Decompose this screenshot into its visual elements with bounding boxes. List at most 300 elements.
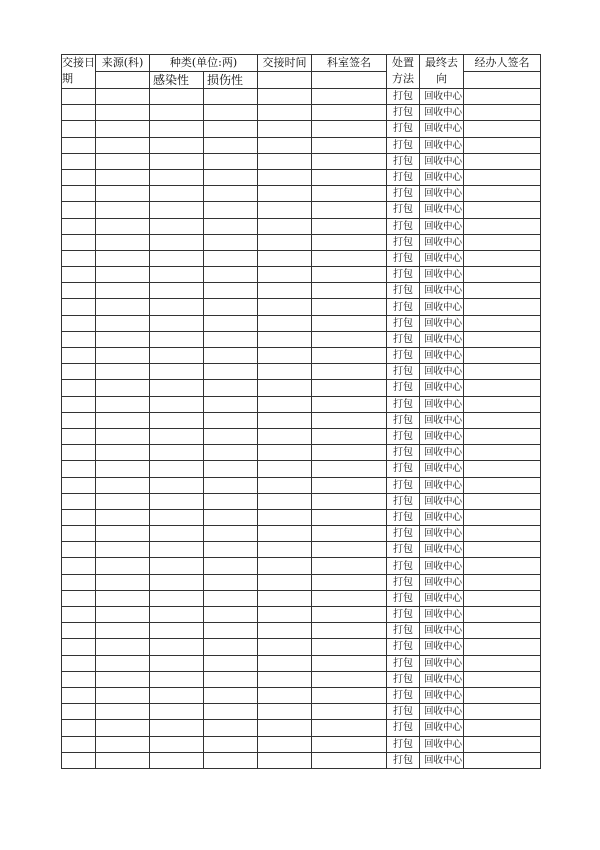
source-cell[interactable] (96, 655, 150, 671)
injurious-cell[interactable] (204, 736, 258, 752)
handler-signature-cell[interactable] (464, 299, 541, 315)
header-dept-signature: 科室签名 (312, 55, 387, 72)
handover-time-cell[interactable] (258, 396, 312, 412)
dept-signature-cell[interactable] (312, 590, 387, 606)
date-cell[interactable] (62, 121, 96, 137)
infectious-cell[interactable] (150, 574, 204, 590)
date-cell[interactable] (62, 542, 96, 558)
date-cell[interactable] (62, 590, 96, 606)
date-cell[interactable] (62, 639, 96, 655)
infectious-cell[interactable] (150, 283, 204, 299)
dept-signature-cell[interactable] (312, 267, 387, 283)
dept-signature-cell[interactable] (312, 493, 387, 509)
handover-time-cell[interactable] (258, 218, 312, 234)
injurious-cell[interactable] (204, 574, 258, 590)
handler-signature-cell[interactable] (464, 412, 541, 428)
dept-signature-cell[interactable] (312, 736, 387, 752)
handover-time-cell[interactable] (258, 428, 312, 444)
handler-signature-cell[interactable] (464, 89, 541, 105)
date-cell[interactable] (62, 153, 96, 169)
source-cell[interactable] (96, 509, 150, 525)
handler-signature-cell[interactable] (464, 250, 541, 266)
injurious-cell[interactable] (204, 380, 258, 396)
date-cell[interactable] (62, 234, 96, 250)
handover-time-cell[interactable] (258, 137, 312, 153)
injurious-cell[interactable] (204, 364, 258, 380)
source-cell[interactable] (96, 461, 150, 477)
infectious-cell[interactable] (150, 655, 204, 671)
source-cell[interactable] (96, 105, 150, 121)
handover-time-cell[interactable] (258, 202, 312, 218)
injurious-cell[interactable] (204, 331, 258, 347)
date-cell[interactable] (62, 186, 96, 202)
infectious-cell[interactable] (150, 639, 204, 655)
injurious-cell[interactable] (204, 639, 258, 655)
header-handler-signature: 经办人签名 (464, 55, 541, 72)
source-cell[interactable] (96, 558, 150, 574)
dept-signature-cell[interactable] (312, 234, 387, 250)
dept-signature-cell[interactable] (312, 169, 387, 185)
source-cell[interactable] (96, 364, 150, 380)
source-cell[interactable] (96, 493, 150, 509)
infectious-cell[interactable] (150, 364, 204, 380)
source-cell[interactable] (96, 752, 150, 768)
handler-signature-cell[interactable] (464, 121, 541, 137)
dept-signature-cell[interactable] (312, 639, 387, 655)
date-cell[interactable] (62, 704, 96, 720)
dept-signature-cell[interactable] (312, 380, 387, 396)
source-cell[interactable] (96, 574, 150, 590)
handler-signature-cell[interactable] (464, 348, 541, 364)
source-cell[interactable] (96, 526, 150, 542)
date-cell[interactable] (62, 720, 96, 736)
source-cell[interactable] (96, 720, 150, 736)
injurious-cell[interactable] (204, 655, 258, 671)
handler-signature-cell[interactable] (464, 639, 541, 655)
infectious-cell[interactable] (150, 331, 204, 347)
injurious-cell[interactable] (204, 687, 258, 703)
injurious-cell[interactable] (204, 186, 258, 202)
handler-signature-cell[interactable] (464, 396, 541, 412)
source-cell[interactable] (96, 542, 150, 558)
source-cell[interactable] (96, 202, 150, 218)
dept-signature-cell[interactable] (312, 720, 387, 736)
handover-time-cell[interactable] (258, 526, 312, 542)
handler-signature-cell[interactable] (464, 186, 541, 202)
date-cell[interactable] (62, 283, 96, 299)
source-cell[interactable] (96, 412, 150, 428)
infectious-cell[interactable] (150, 558, 204, 574)
handover-time-cell[interactable] (258, 752, 312, 768)
injurious-cell[interactable] (204, 121, 258, 137)
handover-time-cell[interactable] (258, 704, 312, 720)
source-cell[interactable] (96, 736, 150, 752)
injurious-cell[interactable] (204, 623, 258, 639)
handler-signature-cell[interactable] (464, 720, 541, 736)
handler-signature-cell[interactable] (464, 607, 541, 623)
infectious-cell[interactable] (150, 526, 204, 542)
handover-time-cell[interactable] (258, 445, 312, 461)
handover-time-cell[interactable] (258, 623, 312, 639)
injurious-cell[interactable] (204, 89, 258, 105)
infectious-cell[interactable] (150, 250, 204, 266)
infectious-cell[interactable] (150, 428, 204, 444)
disposal-method-cell: 打包 (387, 169, 420, 185)
date-cell[interactable] (62, 671, 96, 687)
infectious-cell[interactable] (150, 234, 204, 250)
handover-time-cell[interactable] (258, 461, 312, 477)
date-cell[interactable] (62, 477, 96, 493)
source-cell[interactable] (96, 234, 150, 250)
handover-time-cell[interactable] (258, 639, 312, 655)
handler-signature-cell[interactable] (464, 267, 541, 283)
dept-signature-cell[interactable] (312, 396, 387, 412)
handover-time-cell[interactable] (258, 574, 312, 590)
handover-time-cell[interactable] (258, 671, 312, 687)
handover-time-cell[interactable] (258, 736, 312, 752)
injurious-cell[interactable] (204, 445, 258, 461)
dept-signature-cell[interactable] (312, 331, 387, 347)
dept-signature-cell[interactable] (312, 121, 387, 137)
dept-signature-cell[interactable] (312, 752, 387, 768)
dept-signature-cell[interactable] (312, 89, 387, 105)
dept-signature-cell[interactable] (312, 186, 387, 202)
source-cell[interactable] (96, 445, 150, 461)
dept-signature-cell[interactable] (312, 558, 387, 574)
handler-signature-cell[interactable] (464, 752, 541, 768)
source-cell[interactable] (96, 704, 150, 720)
infectious-cell[interactable] (150, 445, 204, 461)
source-cell[interactable] (96, 121, 150, 137)
handover-time-cell[interactable] (258, 720, 312, 736)
date-cell[interactable] (62, 299, 96, 315)
dept-signature-cell[interactable] (312, 202, 387, 218)
dept-signature-cell[interactable] (312, 428, 387, 444)
handler-signature-cell[interactable] (464, 153, 541, 169)
handler-signature-cell[interactable] (464, 234, 541, 250)
handover-time-cell[interactable] (258, 153, 312, 169)
dept-signature-cell[interactable] (312, 704, 387, 720)
handler-signature-cell[interactable] (464, 105, 541, 121)
dept-signature-cell[interactable] (312, 445, 387, 461)
date-cell[interactable] (62, 169, 96, 185)
handover-time-cell[interactable] (258, 590, 312, 606)
injurious-cell[interactable] (204, 234, 258, 250)
date-cell[interactable] (62, 493, 96, 509)
injurious-cell[interactable] (204, 202, 258, 218)
date-cell[interactable] (62, 105, 96, 121)
dept-signature-cell[interactable] (312, 283, 387, 299)
dept-signature-cell[interactable] (312, 509, 387, 525)
date-cell[interactable] (62, 348, 96, 364)
infectious-cell[interactable] (150, 380, 204, 396)
handover-time-cell[interactable] (258, 250, 312, 266)
dept-signature-cell[interactable] (312, 412, 387, 428)
handover-time-cell[interactable] (258, 283, 312, 299)
dept-signature-cell[interactable] (312, 364, 387, 380)
injurious-cell[interactable] (204, 137, 258, 153)
injurious-cell[interactable] (204, 315, 258, 331)
date-cell[interactable] (62, 412, 96, 428)
injurious-cell[interactable] (204, 283, 258, 299)
handler-signature-cell[interactable] (464, 574, 541, 590)
injurious-cell[interactable] (204, 218, 258, 234)
handler-signature-cell[interactable] (464, 331, 541, 347)
handler-signature-cell[interactable] (464, 428, 541, 444)
dept-signature-cell[interactable] (312, 671, 387, 687)
injurious-cell[interactable] (204, 299, 258, 315)
handover-time-cell[interactable] (258, 509, 312, 525)
dept-signature-cell[interactable] (312, 105, 387, 121)
infectious-cell[interactable] (150, 671, 204, 687)
dept-signature-cell[interactable] (312, 218, 387, 234)
injurious-cell[interactable] (204, 348, 258, 364)
date-cell[interactable] (62, 461, 96, 477)
infectious-cell[interactable] (150, 186, 204, 202)
infectious-cell[interactable] (150, 412, 204, 428)
date-cell[interactable] (62, 526, 96, 542)
source-cell[interactable] (96, 477, 150, 493)
date-cell[interactable] (62, 607, 96, 623)
date-cell[interactable] (62, 558, 96, 574)
handler-signature-cell[interactable] (464, 509, 541, 525)
injurious-cell[interactable] (204, 704, 258, 720)
handler-signature-cell[interactable] (464, 477, 541, 493)
infectious-cell[interactable] (150, 477, 204, 493)
injurious-cell[interactable] (204, 461, 258, 477)
infectious-cell[interactable] (150, 590, 204, 606)
dept-signature-cell[interactable] (312, 153, 387, 169)
dept-signature-cell[interactable] (312, 607, 387, 623)
source-cell[interactable] (96, 607, 150, 623)
handover-time-cell[interactable] (258, 315, 312, 331)
source-cell[interactable] (96, 169, 150, 185)
source-cell[interactable] (96, 186, 150, 202)
infectious-cell[interactable] (150, 704, 204, 720)
handover-time-cell[interactable] (258, 655, 312, 671)
source-cell[interactable] (96, 687, 150, 703)
infectious-cell[interactable] (150, 623, 204, 639)
infectious-cell[interactable] (150, 687, 204, 703)
handler-signature-cell[interactable] (464, 380, 541, 396)
date-cell[interactable] (62, 396, 96, 412)
infectious-cell[interactable] (150, 493, 204, 509)
handler-signature-cell[interactable] (464, 655, 541, 671)
final-destination-cell: 回收中心 (420, 315, 464, 331)
date-cell[interactable] (62, 137, 96, 153)
source-cell[interactable] (96, 283, 150, 299)
injurious-cell[interactable] (204, 752, 258, 768)
handler-signature-cell[interactable] (464, 283, 541, 299)
dept-signature-cell[interactable] (312, 299, 387, 315)
infectious-cell[interactable] (150, 89, 204, 105)
handover-time-cell[interactable] (258, 380, 312, 396)
infectious-cell[interactable] (150, 105, 204, 121)
dept-signature-cell[interactable] (312, 526, 387, 542)
handler-signature-cell[interactable] (464, 218, 541, 234)
source-cell[interactable] (96, 380, 150, 396)
handler-signature-cell[interactable] (464, 704, 541, 720)
handover-time-cell[interactable] (258, 687, 312, 703)
infectious-cell[interactable] (150, 720, 204, 736)
handler-signature-cell[interactable] (464, 493, 541, 509)
infectious-cell[interactable] (150, 121, 204, 137)
handover-time-cell[interactable] (258, 364, 312, 380)
source-cell[interactable] (96, 590, 150, 606)
handler-signature-cell[interactable] (464, 558, 541, 574)
dept-signature-cell[interactable] (312, 137, 387, 153)
source-cell[interactable] (96, 89, 150, 105)
infectious-cell[interactable] (150, 169, 204, 185)
injurious-cell[interactable] (204, 105, 258, 121)
source-cell[interactable] (96, 153, 150, 169)
dept-signature-cell[interactable] (312, 623, 387, 639)
handler-signature-cell[interactable] (464, 169, 541, 185)
infectious-cell[interactable] (150, 299, 204, 315)
infectious-cell[interactable] (150, 509, 204, 525)
date-cell[interactable] (62, 623, 96, 639)
infectious-cell[interactable] (150, 315, 204, 331)
date-cell[interactable] (62, 202, 96, 218)
date-cell[interactable] (62, 250, 96, 266)
handler-signature-cell[interactable] (464, 671, 541, 687)
injurious-cell[interactable] (204, 169, 258, 185)
infectious-cell[interactable] (150, 267, 204, 283)
injurious-cell[interactable] (204, 153, 258, 169)
handover-time-cell[interactable] (258, 412, 312, 428)
dept-signature-cell[interactable] (312, 461, 387, 477)
date-cell[interactable] (62, 509, 96, 525)
handover-time-cell[interactable] (258, 186, 312, 202)
injurious-cell[interactable] (204, 509, 258, 525)
injurious-cell[interactable] (204, 428, 258, 444)
dept-signature-cell[interactable] (312, 348, 387, 364)
handover-time-cell[interactable] (258, 169, 312, 185)
final-destination-cell: 回收中心 (420, 607, 464, 623)
date-cell[interactable] (62, 89, 96, 105)
date-cell[interactable] (62, 752, 96, 768)
table-row (62, 542, 541, 558)
handover-time-cell[interactable] (258, 299, 312, 315)
handler-signature-cell[interactable] (464, 590, 541, 606)
source-cell[interactable] (96, 428, 150, 444)
handover-time-cell[interactable] (258, 89, 312, 105)
infectious-cell[interactable] (150, 736, 204, 752)
injurious-cell[interactable] (204, 558, 258, 574)
injurious-cell[interactable] (204, 396, 258, 412)
source-cell[interactable] (96, 331, 150, 347)
handover-time-cell[interactable] (258, 607, 312, 623)
dept-signature-cell[interactable] (312, 574, 387, 590)
source-cell[interactable] (96, 396, 150, 412)
date-cell[interactable] (62, 574, 96, 590)
handler-signature-cell[interactable] (464, 542, 541, 558)
infectious-cell[interactable] (150, 137, 204, 153)
handover-time-cell[interactable] (258, 234, 312, 250)
handler-signature-cell[interactable] (464, 736, 541, 752)
date-cell[interactable] (62, 331, 96, 347)
infectious-cell[interactable] (150, 348, 204, 364)
handover-time-cell[interactable] (258, 348, 312, 364)
source-cell[interactable] (96, 250, 150, 266)
handler-signature-cell[interactable] (464, 687, 541, 703)
source-cell[interactable] (96, 623, 150, 639)
date-cell[interactable] (62, 364, 96, 380)
injurious-cell[interactable] (204, 250, 258, 266)
date-cell[interactable] (62, 687, 96, 703)
infectious-cell[interactable] (150, 153, 204, 169)
injurious-cell[interactable] (204, 493, 258, 509)
injurious-cell[interactable] (204, 671, 258, 687)
source-cell[interactable] (96, 315, 150, 331)
date-cell[interactable] (62, 655, 96, 671)
source-cell[interactable] (96, 671, 150, 687)
source-cell[interactable] (96, 267, 150, 283)
injurious-cell[interactable] (204, 720, 258, 736)
infectious-cell[interactable] (150, 461, 204, 477)
handover-time-cell[interactable] (258, 121, 312, 137)
source-cell[interactable] (96, 218, 150, 234)
injurious-cell[interactable] (204, 542, 258, 558)
handler-signature-cell[interactable] (464, 526, 541, 542)
injurious-cell[interactable] (204, 412, 258, 428)
handler-signature-cell[interactable] (464, 202, 541, 218)
dept-signature-cell[interactable] (312, 655, 387, 671)
handler-signature-cell[interactable] (464, 364, 541, 380)
source-cell[interactable] (96, 348, 150, 364)
source-cell[interactable] (96, 137, 150, 153)
date-cell[interactable] (62, 315, 96, 331)
handover-time-cell[interactable] (258, 477, 312, 493)
date-cell[interactable] (62, 428, 96, 444)
source-cell[interactable] (96, 639, 150, 655)
dept-signature-cell[interactable] (312, 477, 387, 493)
date-cell[interactable] (62, 218, 96, 234)
injurious-cell[interactable] (204, 526, 258, 542)
handover-time-cell[interactable] (258, 558, 312, 574)
handover-time-cell[interactable] (258, 542, 312, 558)
infectious-cell[interactable] (150, 218, 204, 234)
date-cell[interactable] (62, 736, 96, 752)
date-cell[interactable] (62, 445, 96, 461)
date-cell[interactable] (62, 267, 96, 283)
handover-time-cell[interactable] (258, 267, 312, 283)
handover-time-cell[interactable] (258, 493, 312, 509)
source-cell[interactable] (96, 299, 150, 315)
dept-signature-cell[interactable] (312, 687, 387, 703)
infectious-cell[interactable] (150, 752, 204, 768)
handover-time-cell[interactable] (258, 331, 312, 347)
injurious-cell[interactable] (204, 267, 258, 283)
infectious-cell[interactable] (150, 542, 204, 558)
injurious-cell[interactable] (204, 477, 258, 493)
handler-signature-cell[interactable] (464, 315, 541, 331)
handler-signature-cell[interactable] (464, 445, 541, 461)
injurious-cell[interactable] (204, 607, 258, 623)
infectious-cell[interactable] (150, 396, 204, 412)
dept-signature-cell[interactable] (312, 542, 387, 558)
dept-signature-cell[interactable] (312, 315, 387, 331)
handler-signature-cell[interactable] (464, 461, 541, 477)
handover-time-cell[interactable] (258, 105, 312, 121)
date-cell[interactable] (62, 380, 96, 396)
handler-signature-cell[interactable] (464, 137, 541, 153)
dept-signature-cell[interactable] (312, 250, 387, 266)
infectious-cell[interactable] (150, 202, 204, 218)
injurious-cell[interactable] (204, 590, 258, 606)
infectious-cell[interactable] (150, 607, 204, 623)
handler-signature-cell[interactable] (464, 623, 541, 639)
